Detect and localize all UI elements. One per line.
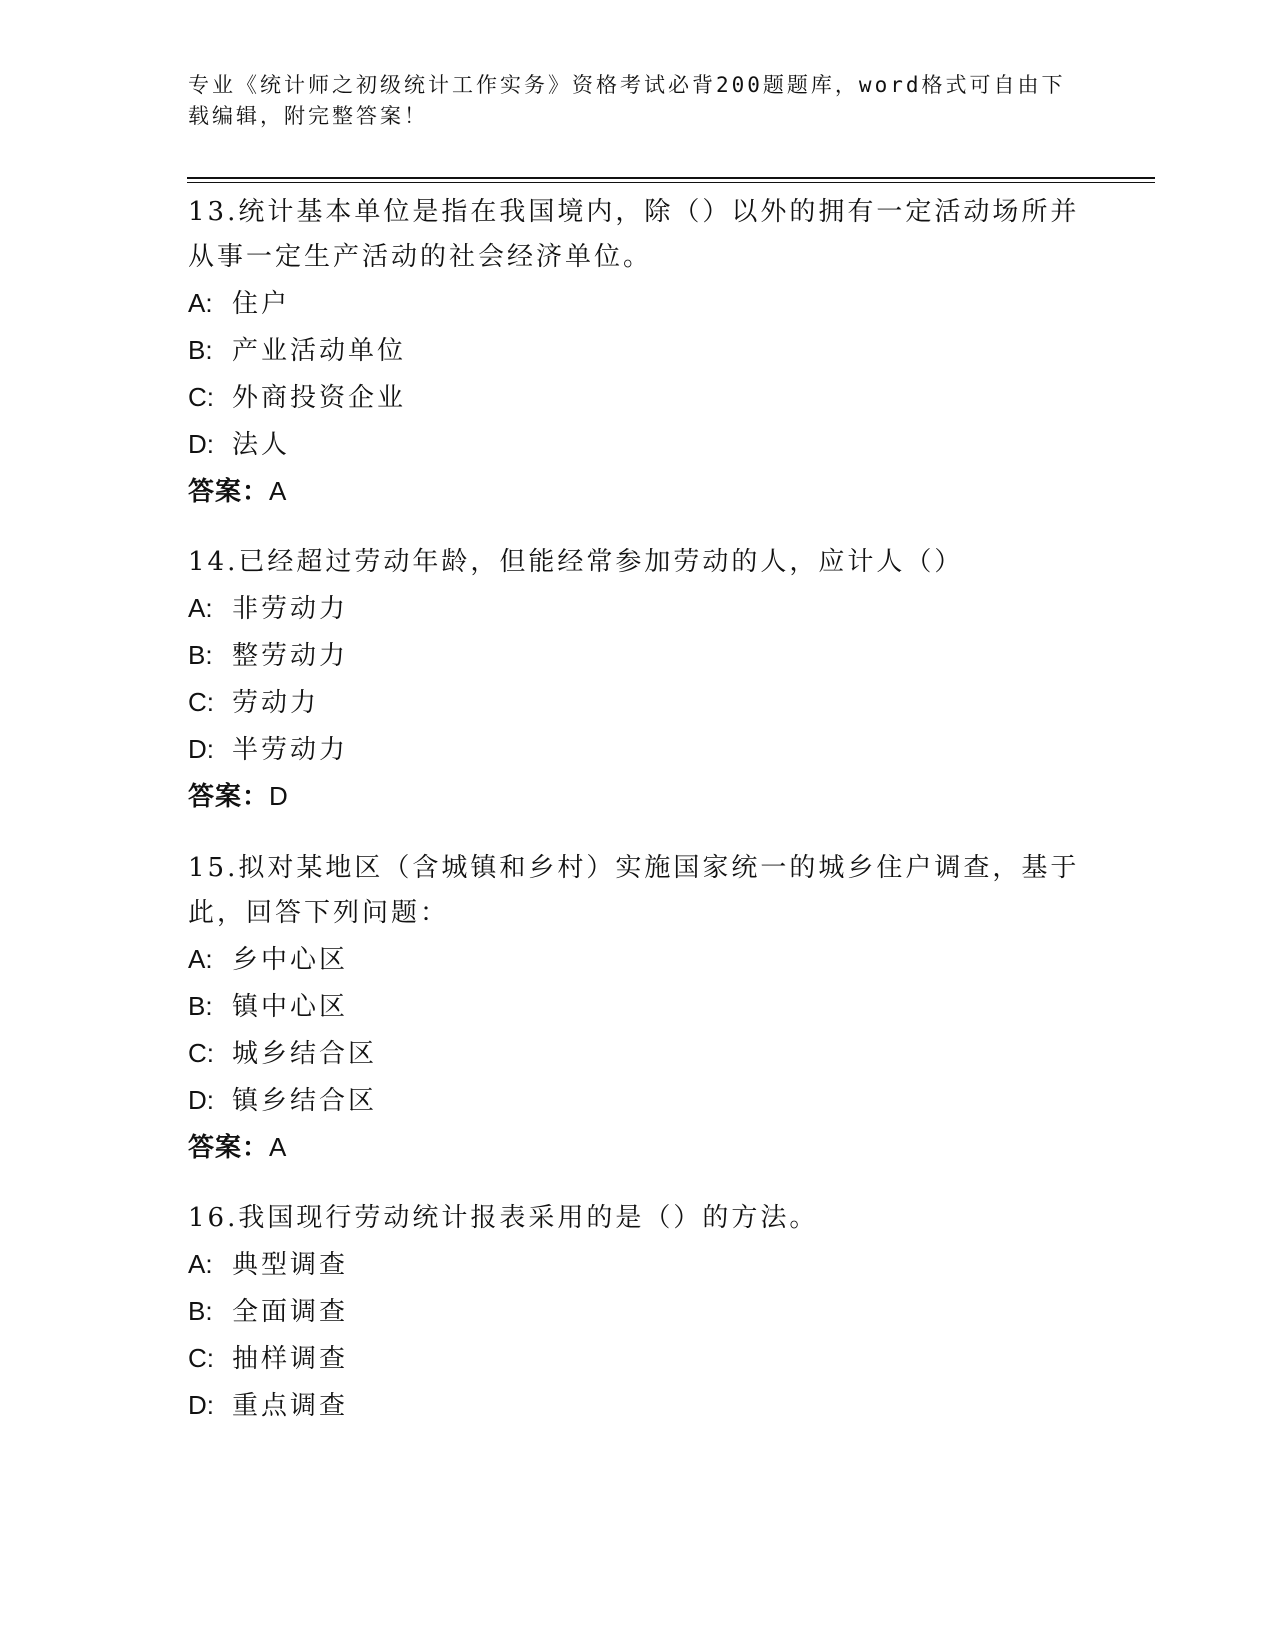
option-d — [188, 1382, 1088, 1429]
option-b — [188, 632, 1088, 679]
answer-line — [188, 1124, 1088, 1171]
option-c — [188, 1030, 1088, 1077]
question-16 — [188, 1196, 1088, 1429]
option-letter: C: — [188, 1038, 214, 1068]
option-letter: A: — [188, 1249, 213, 1279]
answer-value: A — [269, 476, 288, 506]
option-text: 劳动力 — [232, 688, 320, 718]
question-stem: 14.已经超过劳动年龄，但能经常参加劳动的人，应计人（） — [188, 547, 964, 577]
option-letter: A: — [188, 593, 213, 623]
option-text: 外商投资企业 — [232, 383, 407, 413]
option-letter: B: — [188, 335, 213, 365]
option-a — [188, 585, 1088, 632]
option-letter: C: — [188, 1343, 214, 1373]
option-letter: B: — [188, 640, 213, 670]
option-text: 半劳动力 — [232, 735, 349, 765]
option-d — [188, 1077, 1088, 1124]
option-a — [188, 280, 1088, 327]
option-letter: D: — [188, 429, 214, 459]
answer-line — [188, 773, 1088, 820]
option-a — [188, 1241, 1088, 1288]
answer-label: 答案： — [188, 782, 270, 812]
answer-label: 答案： — [188, 1133, 270, 1163]
option-letter: D: — [188, 734, 214, 764]
question-15 — [188, 846, 1088, 1171]
answer-line — [188, 468, 1088, 515]
option-letter: A: — [188, 288, 213, 318]
option-text: 乡中心区 — [232, 945, 349, 975]
option-c — [188, 1335, 1088, 1382]
option-d — [188, 726, 1088, 773]
option-b — [188, 1288, 1088, 1335]
option-text: 抽样调查 — [232, 1344, 349, 1374]
option-text: 非劳动力 — [232, 594, 349, 624]
option-text: 典型调查 — [232, 1250, 349, 1280]
answer-value: D — [269, 781, 289, 811]
option-letter: B: — [188, 1296, 213, 1326]
option-d — [188, 421, 1088, 468]
question-stem: 13.统计基本单位是指在我国境内，除（）以外的拥有一定活动场所并从事一定生产活动的社会经济单位。 — [188, 197, 1080, 272]
option-b — [188, 327, 1088, 374]
option-letter: D: — [188, 1390, 214, 1420]
header-divider-thin — [187, 182, 1155, 183]
option-b — [188, 983, 1088, 1030]
header-divider-thick — [187, 177, 1155, 179]
option-c — [188, 679, 1088, 726]
option-letter: C: — [188, 687, 214, 717]
option-text: 城乡结合区 — [232, 1039, 378, 1069]
option-letter: D: — [188, 1085, 214, 1115]
option-text: 整劳动力 — [232, 641, 349, 671]
option-text: 产业活动单位 — [232, 336, 407, 366]
answer-label: 答案： — [188, 477, 270, 507]
option-letter: C: — [188, 382, 214, 412]
option-c — [188, 374, 1088, 421]
option-text: 住户 — [232, 289, 291, 319]
option-letter: B: — [188, 991, 213, 1021]
option-letter: A: — [188, 944, 213, 974]
question-13 — [188, 190, 1088, 515]
option-text: 重点调查 — [232, 1391, 349, 1421]
answer-value: A — [269, 1132, 288, 1162]
question-stem: 15.拟对某地区（含城镇和乡村）实施国家统一的城乡住户调查，基于此，回答下列问题： — [188, 853, 1080, 928]
option-text: 全面调查 — [232, 1297, 349, 1327]
option-text: 镇中心区 — [232, 992, 349, 1022]
option-text: 法人 — [232, 430, 291, 460]
option-text: 镇乡结合区 — [232, 1086, 378, 1116]
option-a — [188, 936, 1088, 983]
document-intro: 专业《统计师之初级统计工作实务》资格考试必背200题题库，word格式可自由下载编辑，附完整答案！ — [188, 73, 1066, 128]
question-14 — [188, 540, 1088, 820]
question-stem: 16.我国现行劳动统计报表采用的是（）的方法。 — [188, 1203, 819, 1233]
